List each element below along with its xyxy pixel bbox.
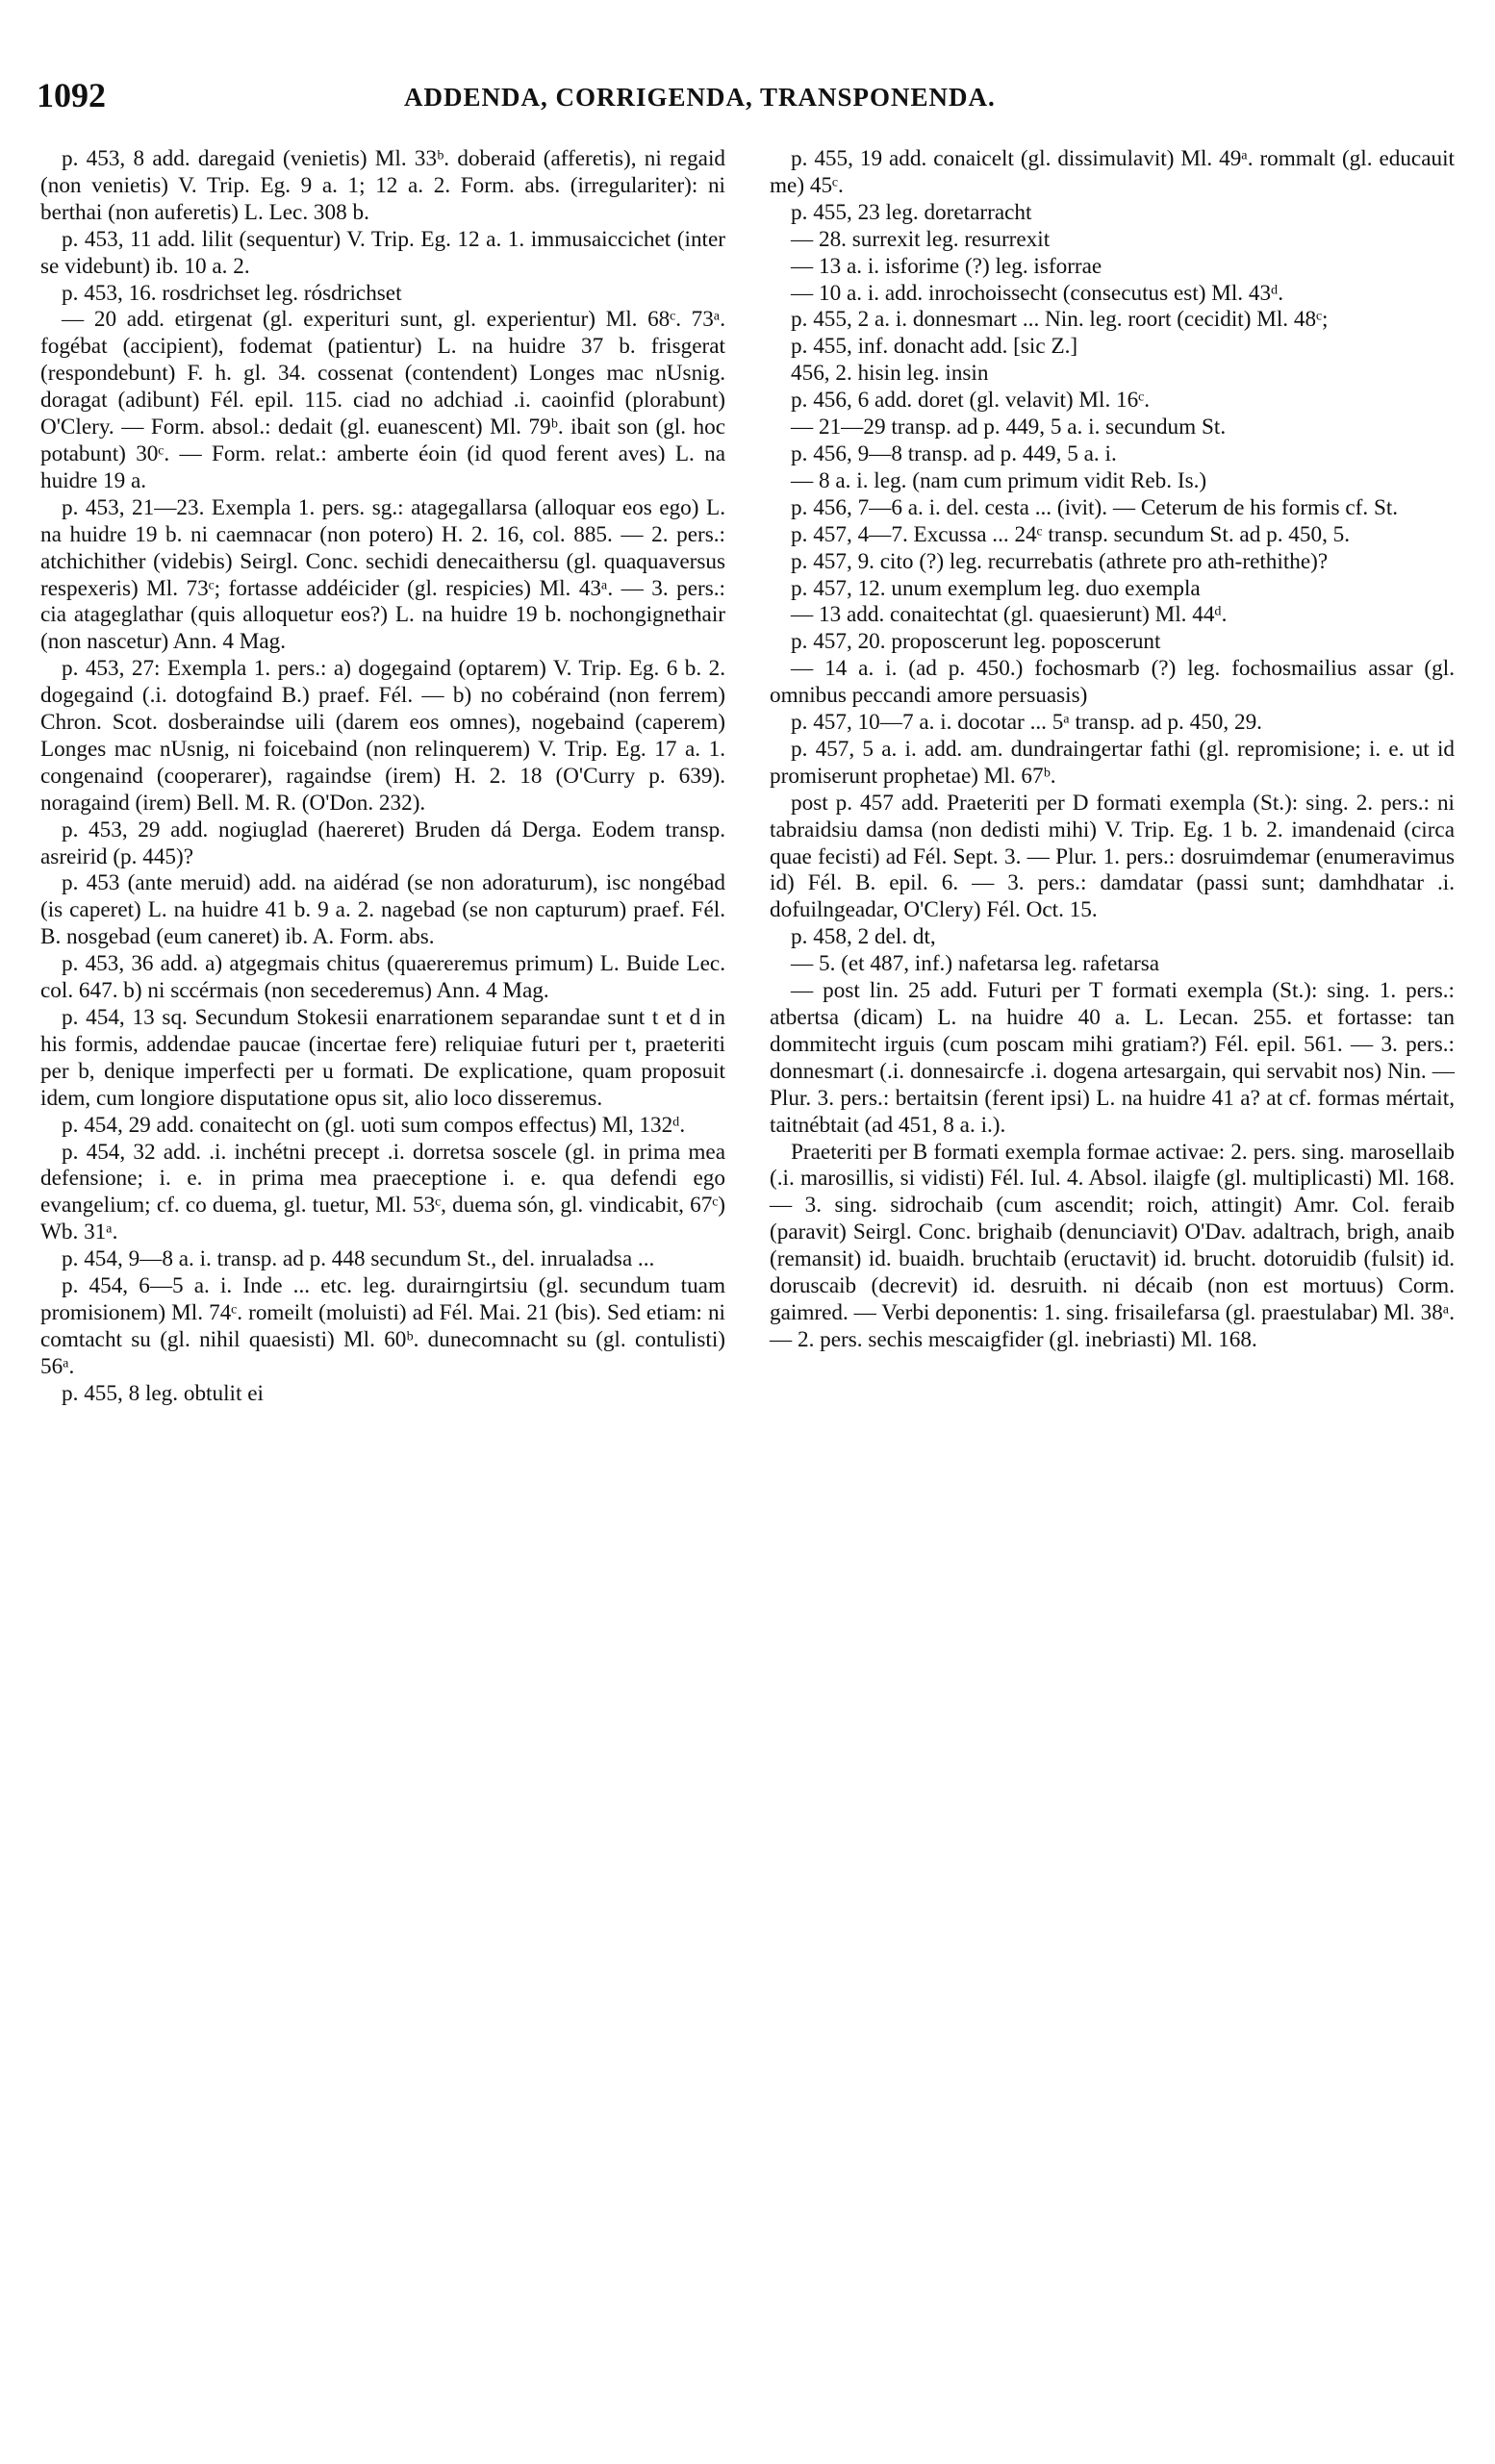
entry: — 10 a. i. add. inrochoissecht (consecutus est) Ml. 43ᵈ. [791, 280, 1284, 306]
entry: p. 453, 16. rosdrichset leg. rósdrichset [62, 280, 402, 306]
entry: p. 455, inf. donacht add. [sic Z.] [791, 334, 1078, 360]
entry: 456, 2. hisin leg. insin [791, 361, 989, 387]
entry: — post lin. 25 add. Futuri per T formati exempla (St.): sing. 1. pers.: atbertsa (dicam) L. na huidre 40 a. L. Lecan. 255. et fortasse: tan dommitecht irguis (cum poscam mihi gratiam?) Fél. epil. 561. — 3. pers.: donnesmart (.i. donnesaircfe .i. dogena artesargain, qui servabit nos) Nin. — Plur. 3. pers.: bertaitsin (ferent ipsi) L. na huidre 41 a? at cf. formas mértait, taitnébtait (ad 451, 8 a. i.). [770, 978, 1455, 1138]
entry: p. 458, 2 del. dt, [791, 924, 936, 950]
entry: p. 454, 6—5 a. i. Inde ... etc. leg. durairngirtsiu (gl. secundum tuam promisionem) Ml. 74ᶜ. romeilt (moluisti) ad Fél. Mai. 21 (bis). Sed etiam: ni comtacht su (gl. nihil quaesisti) Ml. 60ᵇ. dunecomnacht su (gl. contulisti) 56ᵃ. [40, 1273, 725, 1379]
entry: — 8 a. i. leg. (nam cum primum vidit Reb. Is.) [791, 467, 1207, 493]
running-title: ADDENDA, CORRIGENDA, TRANSPONENDA. [404, 83, 996, 112]
entry: — 13 a. i. isforime (?) leg. isforrae [791, 253, 1102, 279]
entry: p. 457, 9. cito (?) leg. recurrebatis (athrete pro ath-rethithe)? [791, 548, 1329, 574]
entry: p. 456, 9—8 transp. ad p. 449, 5 a. i. [791, 440, 1117, 466]
entry: p. 453 (ante meruid) add. na aidérad (se non adoraturum), isc nongébad (is caperet) L. na huidre 41 b. 9 a. 2. nagebad (se non capturum) praef. Fél. B. nosgebad (eum caneret) ib. A. Form. abs. [40, 870, 725, 950]
entry: p. 456, 6 add. doret (gl. velavit) Ml. 16ᶜ. [791, 388, 1151, 414]
entry: — 5. (et 487, inf.) nafetarsa leg. rafetarsa [791, 951, 1160, 977]
left-column [40, 146, 725, 1408]
entry: p. 456, 7—6 a. i. del. cesta ... (ivit). — Ceterum de his formis cf. St. [791, 494, 1399, 520]
entry: p. 457, 10—7 a. i. docotar ... 5ᵃ transp. ad p. 450, 29. [791, 710, 1262, 736]
entry: p. 454, 9—8 a. i. transp. ad p. 448 secundum St., del. inrualadsa ... [62, 1246, 655, 1272]
entry: — 20 add. etirgenat (gl. experituri sunt, gl. experientur) Ml. 68ᶜ. 73ᵃ. fogébat (accipient), fodemat (patientur) L. na huidre 37 b. frisgerat (respondebunt) F. h. gl. 34. cossenat (contendent) Longes mac nUsnig. doragat (adibunt) Fél. epil. 115. ciad no adchiad .i. caoinfid (plorabunt) O'Clery. — Form. absol.: dedait (gl. euanescent) Ml. 79ᵇ. ibait son (gl. hoc potabunt) 30ᶜ. — Form. relat.: amberte éoin (id quod ferent aves) L. na huidre 19 a. [40, 307, 725, 493]
entry: — 14 a. i. (ad p. 450.) fochosmarb (?) leg. fochosmailius assar (gl. omnibus peccandi amore persuasis) [770, 656, 1455, 709]
entry: p. 455, 23 leg. doretarracht [791, 199, 1032, 225]
entry: p. 454, 32 add. .i. inchétni precept .i. dorretsa soscele (gl. in prima mea defensione; i. e. in prima mea praeceptione i. e. qua defendi ego evangelium; cf. co duema, gl. tuetur, Ml. 53ᶜ, duema són, gl. vindicabit, 67ᶜ) Wb. 31ᵃ. [40, 1139, 725, 1245]
entry: post p. 457 add. Praeteriti per D formati exempla (St.): sing. 2. pers.: ni tabraidsiu damsa (non dedisti mihi) V. Trip. Eg. 1 b. 2. imandenaid (circa quae fecisti) ad Fél. Sept. 3. — Plur. 1. pers.: dosruimdemar (enumeravimus id) Fél. B. epil. 6. — 3. pers.: damdatar (passi sunt; damhdhatar .i. dofuilngeadar, O'Clery) Fél. Oct. 15. [770, 790, 1455, 923]
entry: p. 454, 13 sq. Secundum Stokesii enarrationem separandae sunt t et d in his formis, addendae paucae (incertae fere) reliquiae futuri per t, praeteriti per b, denique imperfecti per u formati. De explicatione, quam proposuit idem, cum longiore disputatione opus sit, alio loco disseremus. [40, 1005, 725, 1111]
entry: p. 453, 11 add. lilit (sequentur) V. Trip. Eg. 12 a. 1. immusaiccichet (inter se videbunt) ib. 10 a. 2. [40, 226, 725, 279]
entry: p. 457, 5 a. i. add. am. dundraingertar fathi (gl. repromisione; i. e. ut id promiserunt prophetae) Ml. 67ᵇ. [770, 736, 1455, 789]
entry: p. 457, 20. proposcerunt leg. poposcerunt [791, 629, 1161, 655]
entry: p. 455, 2 a. i. donnesmart ... Nin. leg. roort (cecidit) Ml. 48ᶜ; [791, 307, 1329, 333]
entry: — 28. surrexit leg. resurrexit [791, 226, 1051, 252]
page-number: 1092 [37, 76, 106, 114]
entry: p. 455, 8 leg. obtulit ei [62, 1380, 264, 1406]
right-column [770, 146, 1455, 1354]
entry: — 21—29 transp. ad p. 449, 5 a. i. secundum St. [791, 415, 1227, 440]
entry: Praeteriti per B formati exempla formae activae: 2. pers. sing. marosellaib (.i. marosillis, si vidisti) Fél. Iul. 4. Absol. ilaigfe (gl. multiplicasti) Ml. 168. — 3. sing. sidrochaib (cum ascendit; roich, attingit) Amr. Col. feraib (paravit) Seirgl. Conc. brighaib (denunciavit) O'Dav. adaltrach, brigh, anaib (remansit) id. buaidh. bruchtaib (eructavit) id. brucht. dotoruidib (fulsit) id. doruscaib (decrevit) id. desruith. ni décaib (non est mortuus) Corm. gaimred. — Verbi deponentis: 1. sing. frisailefarsa (gl. praestulabar) Ml. 38ᵃ. — 2. pers. sechis mescaigfider (gl. inebriasti) Ml. 168. [770, 1139, 1455, 1352]
entry: p. 454, 29 add. conaitecht on (gl. uoti sum compos effectus) Ml, 132ᵈ. [62, 1112, 686, 1138]
entry: p. 453, 21—23. Exempla 1. pers. sg.: atagegallarsa (alloquar eos ego) L. na huidre 19 b. ni caemnacar (non potero) H. 2. 16, col. 885. — 2. pers.: atchichither (videbis) Seirgl. Conc. sechidi denecaithersu (gl. quaquaversus respexeris) Ml. 73ᶜ; fortasse addéicider (gl. respicies) Ml. 43ᵃ. — 3. pers.: cia atageglathar (quis alloquetur eos?) L. na huidre 19 b. nochongignethair (non nascetur) Ann. 4 Mag. [40, 494, 725, 655]
entry: p. 453, 29 add. nogiuglad (haereret) Bruden dá Derga. Eodem transp. asreirid (p. 445)? [40, 817, 725, 869]
entry: p. 455, 19 add. conaicelt (gl. dissimulavit) Ml. 49ᵃ. rommalt (gl. educauit me) 45ᶜ. [770, 146, 1455, 198]
entry: p. 457, 4—7. Excussa ... 24ᶜ transp. secundum St. ad p. 450, 5. [791, 521, 1351, 547]
entry: p. 453, 27: Exempla 1. pers.: a) dogegaind (optarem) V. Trip. Eg. 6 b. 2. dogegaind (.i. dotogfaind B.) praef. Fél. — b) no cobéraind (non ferrem) Chron. Scot. dosberaindse uili (darem eos omnes), nogebaind (caperem) Longes mac nUsnig, ni foicebaind (non relinquerem) V. Trip. Eg. 17 a. 1. congenaind (cooperarer), ragaindse (irem) H. 2. 18 (O'Curry p. 639). noragaind (irem) Bell. M. R. (O'Don. 232). [40, 656, 725, 816]
page-header [0, 75, 1495, 121]
entry: p. 453, 36 add. a) atgegmais chitus (quaereremus primum) L. Buide Lec. col. 647. b) ni sccérmais (non secederemus) Ann. 4 Mag. [40, 951, 725, 1004]
entry: p. 453, 8 add. daregaid (venietis) Ml. 33ᵇ. doberaid (afferetis), ni regaid (non venietis) V. Trip. Eg. 9 a. 1; 12 a. 2. Form. abs. (irregulariter): ni berthai (non auferetis) L. Lec. 308 b. [40, 146, 725, 225]
entry: — 13 add. conaitechtat (gl. quaesierunt) Ml. 44ᵈ. [791, 602, 1228, 628]
entry: p. 457, 12. unum exemplum leg. duo exempla [791, 575, 1201, 601]
